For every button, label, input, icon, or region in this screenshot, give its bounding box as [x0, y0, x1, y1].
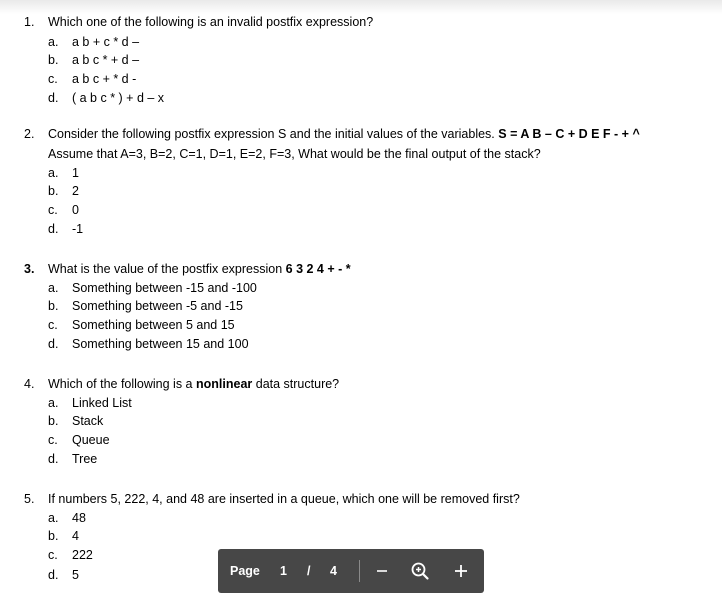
option-text: Something between -15 and -100 — [72, 281, 257, 295]
question-stem — [48, 126, 640, 142]
option-text: Queue — [72, 433, 110, 447]
option-letter: b. — [48, 414, 59, 428]
option-text: 5 — [72, 568, 79, 582]
current-page-input[interactable]: 1 — [280, 564, 287, 578]
option-letter: b. — [48, 299, 59, 313]
question-stem-text: What is the value of the postfix expression — [48, 262, 283, 276]
option-text: Something between -5 and -15 — [72, 299, 243, 313]
option-text: 0 — [72, 203, 79, 217]
option-letter: a. — [48, 511, 59, 525]
question-stem-text: Consider the following postfix expression S and the initial values of the variables. — [48, 127, 495, 141]
question-number: 5. — [24, 492, 35, 506]
option-letter: d. — [48, 452, 59, 466]
option-letter: d. — [48, 91, 59, 105]
option-letter: d. — [48, 337, 59, 351]
question-number: 1. — [24, 15, 35, 29]
question-stem-text: Which of the following is a — [48, 377, 193, 391]
option-text: -1 — [72, 222, 84, 236]
zoom-reset-button[interactable] — [406, 557, 434, 585]
option-letter: a. — [48, 396, 59, 410]
option-text: Something between 5 and 15 — [72, 318, 235, 332]
question-stem: If numbers 5, 222, 4, and 48 are inserted in a queue, which one will be removed first? — [48, 492, 520, 506]
option-text: Linked List — [72, 396, 132, 410]
postfix-expression: 6 3 2 4 + - * — [285, 262, 351, 276]
option-text: 1 — [72, 166, 79, 180]
zoom-reset-icon — [406, 557, 434, 585]
option-letter: b. — [48, 184, 59, 198]
option-letter: c. — [48, 548, 58, 562]
option-text: a b c * + d – — [72, 53, 140, 67]
plus-icon — [447, 557, 475, 585]
postfix-expression: S = A B – C + D E F - + ^ — [498, 127, 640, 141]
question-stem — [48, 376, 339, 392]
option-letter: a. — [48, 35, 59, 49]
question-stem-line2: Assume that A=3, B=2, C=1, D=1, E=2, F=3, What would be the final output of the stack? — [48, 147, 541, 161]
option-letter: a. — [48, 166, 59, 180]
option-text: Tree — [72, 452, 98, 466]
option-letter: d. — [48, 568, 59, 582]
option-text: a b + c * d – — [72, 35, 140, 49]
question-stem-text: data structure? — [255, 377, 340, 391]
toolbar-divider — [359, 560, 360, 582]
option-letter: c. — [48, 72, 58, 86]
question-number: 4. — [24, 377, 35, 391]
question-stem — [48, 261, 351, 277]
option-letter: a. — [48, 281, 59, 295]
option-letter: b. — [48, 529, 59, 543]
option-text: a b c + * d - — [72, 72, 137, 86]
zoom-out-button[interactable] — [368, 557, 396, 585]
emphasis-word: nonlinear — [196, 377, 253, 391]
option-text: 48 — [72, 511, 86, 525]
option-text: Stack — [72, 414, 104, 428]
page-separator: / — [307, 564, 311, 578]
option-letter: c. — [48, 203, 58, 217]
question-stem: Which one of the following is an invalid postfix expression? — [48, 15, 374, 29]
zoom-in-button[interactable] — [447, 557, 475, 585]
question-number: 2. — [24, 127, 35, 141]
page-label: Page — [230, 564, 260, 578]
option-text: 4 — [72, 529, 79, 543]
total-pages: 4 — [330, 564, 337, 578]
option-letter: c. — [48, 433, 58, 447]
option-text: Something between 15 and 100 — [72, 337, 249, 351]
question-number: 3. — [24, 262, 35, 276]
pdf-viewer-toolbar — [218, 549, 484, 593]
option-text: ( a b c * ) + d – x — [72, 91, 165, 105]
option-letter: b. — [48, 53, 59, 67]
minus-icon — [368, 557, 396, 585]
option-text: 2 — [72, 184, 79, 198]
option-letter: c. — [48, 318, 58, 332]
option-text: 222 — [72, 548, 93, 562]
option-letter: d. — [48, 222, 59, 236]
